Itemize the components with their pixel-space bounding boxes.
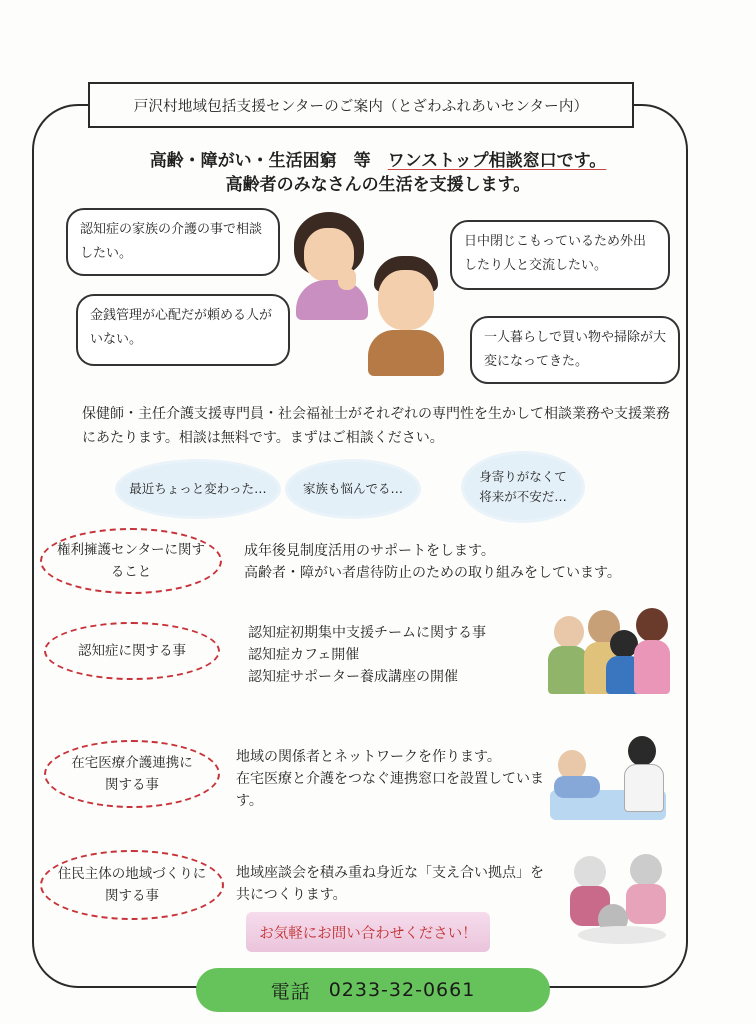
service-description: 保健師・主任介護支援専門員・社会福祉士がそれぞれの専門性を生かして相談業務や支援業務にあたります。相談は無料です。まずはご相談ください。 [82, 406, 670, 446]
section-text-home-medical [236, 746, 546, 812]
phone-label: 電話 [270, 980, 311, 1003]
headline-part-a: 高齢・障がい・生活困窮 等 [149, 151, 388, 171]
headline-line1 [0, 148, 756, 174]
section-line: 認知症サポーター養成講座の開催 [248, 669, 458, 685]
thought-cloud-family: 家族も悩んでる… [288, 462, 418, 516]
phone-banner[interactable] [196, 968, 550, 1012]
family-group-illustration [548, 606, 672, 696]
section-line: 認知症初期集中支援チームに関する事 [248, 625, 486, 641]
section-label-rights-advocacy [40, 528, 222, 594]
speech-bubble-dementia-care: 認知症の家族の介護の事で相談したい。 [66, 208, 280, 276]
section-line: 在宅医療と介護をつなぐ連携窓口を設置しています。 [236, 771, 544, 809]
headline-line2: 高齢者のみなさんの生活を支援します。 [225, 175, 531, 195]
thought-cloud-future [464, 454, 582, 520]
section-line: 高齢者・障がい者虐待防止のための取り組みをしています。 [244, 565, 621, 581]
section-line: 地域の関係者とネットワークを作ります。 [236, 749, 501, 765]
headline-part-b: ワンストップ相談窓口です。 [387, 151, 607, 171]
section-label-text: 住民主体の地域づくりに関する事 [57, 866, 207, 904]
section-line: 成年後見制度活用のサポートをします。 [244, 543, 495, 559]
speech-bubble-living-alone: 一人暮らしで買い物や掃除が大変になってきた。 [470, 316, 680, 384]
section-line: 認知症カフェ開催 [248, 647, 360, 663]
section-text-dementia [248, 622, 548, 688]
seniors-talking-illustration [570, 852, 670, 948]
section-label-text: 在宅医療介護連携に関する事 [71, 755, 193, 793]
doctor-patient-illustration [550, 736, 666, 820]
section-label-community [40, 850, 224, 920]
section-text-community [236, 862, 556, 906]
thought-cloud-future-text: 身寄りがなくて将来が不安だ… [479, 469, 567, 504]
speech-bubble-going-out: 日中閉じこもっているため外出したり人と交流したい。 [450, 220, 670, 290]
contact-prompt: お気軽にお問い合わせください！ [246, 912, 490, 952]
page-title: 戸沢村地域包括支援センターのご案内（とざわふれあいセンター内） [88, 82, 634, 128]
phone-number[interactable]: 0233-32-0661 [328, 979, 476, 1001]
section-text-rights-advocacy [244, 540, 654, 584]
worried-woman-illustration [288, 212, 372, 316]
worried-man-illustration [368, 256, 444, 374]
section-line: 地域座談会を積み重ね身近な「支え合い拠点」を共につくります。 [236, 865, 544, 903]
thought-cloud-changed: 最近ちょっと変わった… [118, 462, 278, 516]
section-label-text: 権利擁護センターに関すること [57, 542, 205, 580]
section-label-home-medical [44, 740, 220, 808]
speech-bubble-money-management: 金銭管理が心配だが頼める人がいない。 [76, 294, 290, 366]
section-label-dementia: 認知症に関する事 [44, 622, 220, 680]
